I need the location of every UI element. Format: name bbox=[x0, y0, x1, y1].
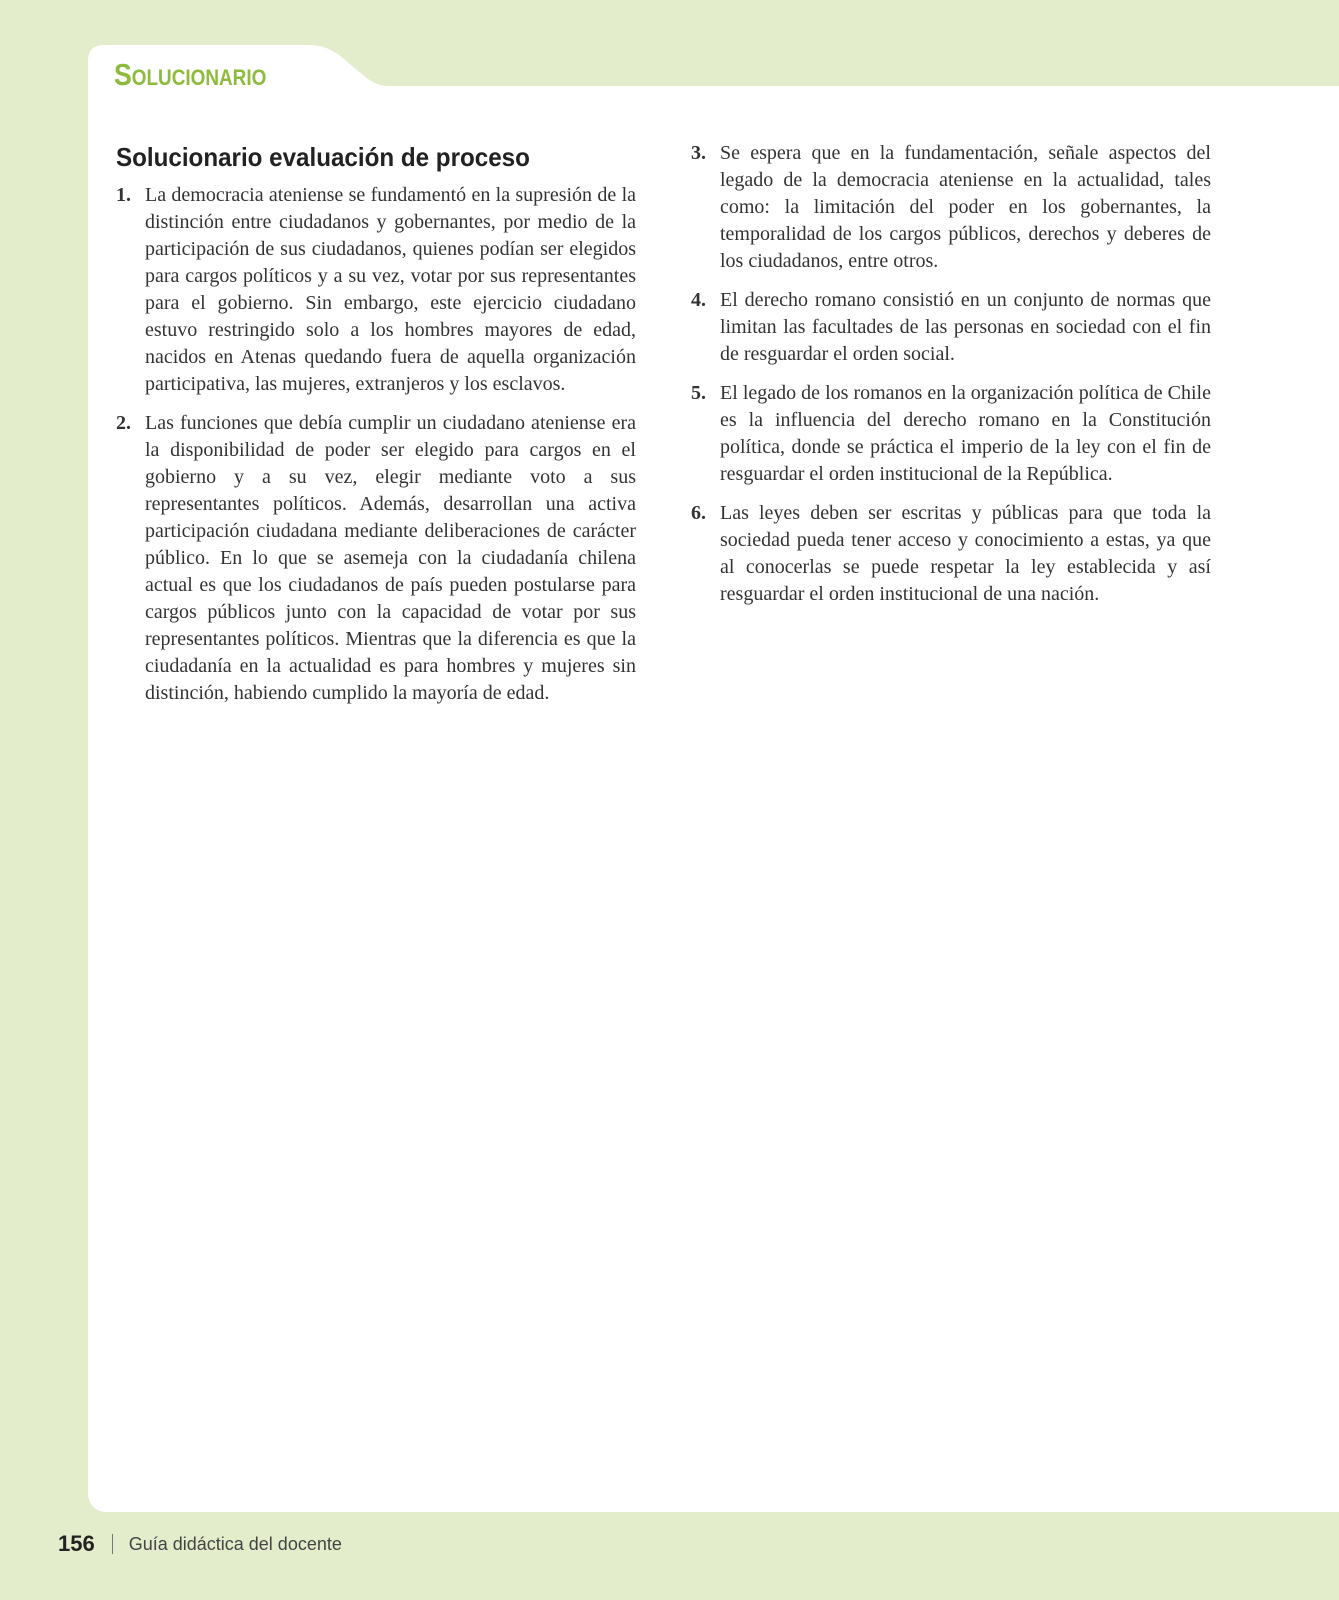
footer-text: Guía didáctica del docente bbox=[128, 1533, 342, 1554]
item-text: El legado de los romanos en la organización política de Chile es la influencia del derecho romano en la Constitución política, donde se práctica el imperio de la ley con el fin de resguardar el orden institucional de la República. bbox=[720, 382, 1211, 485]
list-item-6 bbox=[691, 500, 1211, 608]
list-item-2 bbox=[116, 410, 636, 707]
page-footer bbox=[58, 1527, 342, 1561]
list-item-4 bbox=[691, 287, 1211, 368]
item-number: 1. bbox=[116, 184, 131, 206]
item-text: La democracia ateniense se fundamentó en la supresión de la distinción entre ciudadanos y gobernantes, por medio de la participación de sus ciudadanos, quienes podían ser elegidos para cargos políticos y a su vez, votar por sus representantes para el gobierno. Sin embargo, este ejercicio ciudadano estuvo restringido solo a los hombres mayores de edad, nacidos en Atenas quedando fuera de aquella organización participativa, las mujeres, extranjeros y los esclavos. bbox=[145, 184, 636, 395]
list-item-3 bbox=[691, 140, 1211, 275]
item-text: Las leyes deben ser escritas y públicas para que toda la sociedad pueda tener acceso y conocimiento a estas, ya que al conocerlas se puede respetar la ley establecida y así resguardar el orden institucional de una nación. bbox=[720, 502, 1211, 605]
section-title: Solucionario evaluación de proceso bbox=[116, 142, 530, 172]
footer-divider bbox=[112, 1534, 113, 1554]
right-column bbox=[691, 140, 1211, 620]
item-number: 6. bbox=[691, 502, 706, 524]
item-text: Se espera que en la fundamentación, señale aspectos del legado de la democracia ateniense en la actualidad, tales como: la limitación del poder en los gobernantes, la temporalidad de los cargos públicos, derechos y deberes de los ciudadanos, entre otros. bbox=[720, 142, 1211, 272]
page-number: 156 bbox=[58, 1531, 95, 1556]
list-item-1 bbox=[116, 182, 636, 398]
item-number: 3. bbox=[691, 142, 706, 164]
header-label: Solucionario bbox=[114, 57, 267, 92]
item-number: 4. bbox=[691, 289, 706, 311]
list-item-5 bbox=[691, 380, 1211, 488]
item-number: 5. bbox=[691, 382, 706, 404]
item-text: El derecho romano consistió en un conjunto de normas que limitan las facultades de las personas en sociedad con el fin de resguardar el orden social. bbox=[720, 289, 1211, 365]
item-text: Las funciones que debía cumplir un ciudadano ateniense era la disponibilidad de poder ser elegido para cargos en el gobierno y a su vez, elegir mediante voto a sus representantes políticos. Además, desarrollan una activa participación ciudadana mediante deliberaciones de carácter público. En lo que se asemeja con la ciudadanía chilena actual es que los ciudadanos de país pueden postularse para cargos públicos junto con la capacidad de votar por sus representantes políticos. Mientras que la diferencia es que la ciudadanía en la actualidad es para hombres y mujeres sin distinción, habiendo cumplido la mayoría de edad. bbox=[145, 412, 636, 704]
left-column bbox=[116, 140, 636, 719]
item-number: 2. bbox=[116, 412, 131, 434]
